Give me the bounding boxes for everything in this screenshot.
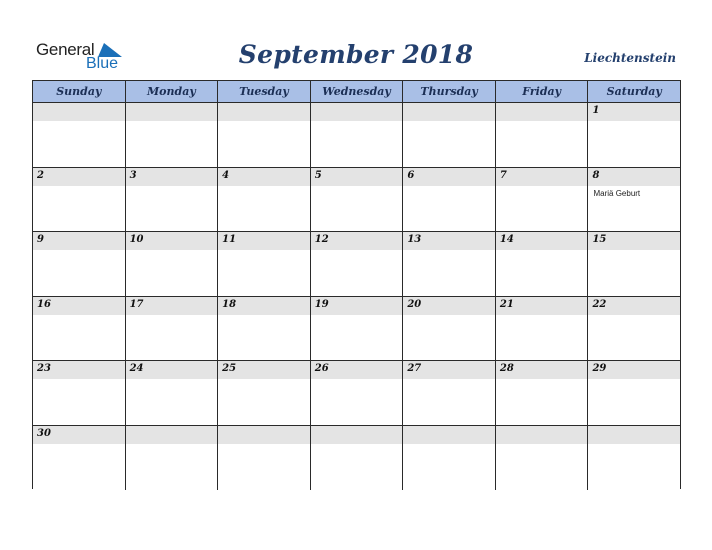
week-row bbox=[33, 426, 680, 491]
day-number-strip bbox=[218, 297, 310, 315]
day-cell[interactable] bbox=[311, 103, 404, 167]
country-label: Liechtenstein bbox=[584, 51, 676, 65]
day-number-strip bbox=[33, 168, 125, 186]
day-cell[interactable] bbox=[33, 103, 126, 167]
day-number-strip bbox=[33, 361, 125, 379]
day-number: 11 bbox=[222, 234, 237, 245]
day-number-strip bbox=[33, 297, 125, 315]
day-cell[interactable] bbox=[33, 168, 126, 232]
calendar-grid bbox=[32, 80, 681, 489]
weekday-saturday: Saturday bbox=[606, 85, 662, 98]
day-cell[interactable] bbox=[403, 297, 496, 361]
weekday-tuesday: Tuesday bbox=[218, 81, 311, 102]
day-number-strip bbox=[126, 361, 218, 379]
day-cell[interactable] bbox=[126, 297, 219, 361]
day-number-strip bbox=[403, 297, 495, 315]
day-number: 17 bbox=[129, 298, 144, 310]
day-number: 20 bbox=[407, 298, 422, 310]
day-number: 30 bbox=[37, 427, 51, 439]
day-number: 27 bbox=[407, 363, 422, 374]
day-number-strip bbox=[496, 426, 588, 444]
day-cell[interactable] bbox=[588, 103, 680, 167]
day-cell[interactable] bbox=[33, 232, 126, 296]
day-number-strip bbox=[588, 297, 680, 315]
week-row bbox=[33, 361, 680, 426]
day-number: 12 bbox=[314, 234, 329, 245]
day-number: 18 bbox=[222, 298, 237, 310]
day-cell[interactable] bbox=[126, 361, 219, 425]
day-cell[interactable] bbox=[33, 361, 126, 425]
day-number-strip bbox=[403, 232, 495, 250]
day-number-strip bbox=[218, 232, 310, 250]
day-number: 10 bbox=[129, 234, 144, 245]
weekday-monday: Monday bbox=[126, 81, 219, 102]
day-number-strip bbox=[403, 426, 495, 444]
day-number-strip bbox=[33, 103, 125, 121]
day-cell[interactable] bbox=[403, 168, 496, 232]
day-cell[interactable] bbox=[126, 426, 219, 491]
day-number: 6 bbox=[407, 169, 415, 181]
day-number-strip bbox=[126, 232, 218, 250]
weekday-friday: Friday bbox=[496, 81, 589, 102]
day-number-strip bbox=[403, 103, 495, 121]
day-cell[interactable] bbox=[588, 426, 680, 491]
day-number: 26 bbox=[314, 363, 329, 374]
day-number-strip bbox=[126, 297, 218, 315]
day-number-strip bbox=[588, 361, 680, 379]
day-number: 24 bbox=[129, 363, 144, 374]
holiday-label: Mariä Geburt bbox=[593, 188, 641, 198]
day-number-strip bbox=[496, 103, 588, 121]
day-number: 29 bbox=[592, 363, 607, 374]
day-cell[interactable] bbox=[496, 297, 589, 361]
day-number-strip bbox=[496, 168, 588, 186]
day-number: 28 bbox=[499, 363, 514, 374]
day-number-strip bbox=[588, 103, 680, 121]
day-number: 21 bbox=[499, 298, 514, 310]
page-title: September 2018 bbox=[238, 40, 474, 69]
day-cell[interactable] bbox=[33, 426, 126, 491]
day-number-strip bbox=[126, 168, 218, 186]
week-row bbox=[33, 103, 680, 168]
day-number-strip bbox=[311, 426, 403, 444]
week-row bbox=[33, 168, 680, 233]
day-number: 23 bbox=[37, 363, 51, 374]
logo-blue-text: Blue bbox=[86, 55, 119, 72]
day-cell[interactable] bbox=[403, 232, 496, 296]
day-number-strip bbox=[588, 232, 680, 250]
day-cell[interactable] bbox=[588, 168, 680, 232]
day-number-strip bbox=[218, 426, 310, 444]
day-number: 5 bbox=[314, 169, 322, 181]
day-cell[interactable] bbox=[218, 232, 311, 296]
day-cell[interactable] bbox=[311, 168, 404, 232]
day-number-strip bbox=[218, 361, 310, 379]
day-number-strip bbox=[496, 361, 588, 379]
day-number-strip bbox=[496, 297, 588, 315]
day-cell[interactable] bbox=[311, 426, 404, 491]
weekday-header bbox=[33, 81, 680, 103]
day-number: 19 bbox=[314, 298, 329, 310]
day-number: 1 bbox=[592, 105, 600, 116]
day-number-strip bbox=[218, 168, 310, 186]
day-number-strip bbox=[311, 232, 403, 250]
day-number-strip bbox=[588, 426, 680, 444]
day-cell[interactable] bbox=[126, 103, 219, 167]
weekday-wednesday: Wednesday bbox=[311, 81, 404, 102]
day-number: 8 bbox=[592, 169, 600, 181]
weeks-container bbox=[33, 103, 680, 490]
day-number: 2 bbox=[37, 169, 44, 181]
day-number-strip bbox=[403, 361, 495, 379]
day-number-strip bbox=[126, 103, 218, 121]
day-cell[interactable] bbox=[403, 361, 496, 425]
day-number-strip bbox=[33, 232, 125, 250]
day-number-strip bbox=[311, 103, 403, 121]
day-cell[interactable] bbox=[496, 103, 589, 167]
day-number: 9 bbox=[37, 234, 44, 245]
day-cell[interactable] bbox=[126, 232, 219, 296]
weekday-thursday: Thursday bbox=[403, 81, 496, 102]
day-number: 16 bbox=[37, 298, 51, 310]
day-cell[interactable] bbox=[496, 232, 589, 296]
day-cell[interactable] bbox=[311, 297, 404, 361]
day-cell[interactable] bbox=[126, 168, 219, 232]
day-cell[interactable] bbox=[496, 361, 589, 425]
day-cell[interactable] bbox=[588, 361, 680, 425]
day-cell[interactable] bbox=[311, 232, 404, 296]
day-number: 15 bbox=[592, 234, 607, 245]
day-number: 7 bbox=[499, 169, 507, 181]
day-cell[interactable] bbox=[403, 426, 496, 491]
day-number-strip bbox=[33, 426, 125, 444]
day-cell[interactable] bbox=[33, 297, 126, 361]
day-number-strip bbox=[403, 168, 495, 186]
day-number-strip bbox=[218, 103, 310, 121]
day-number-strip bbox=[311, 361, 403, 379]
day-number-strip bbox=[496, 232, 588, 250]
day-cell[interactable] bbox=[496, 426, 589, 491]
day-number-strip bbox=[311, 168, 403, 186]
weekday-sunday: Sunday bbox=[33, 81, 126, 102]
day-number: 14 bbox=[499, 234, 514, 245]
day-number-strip bbox=[311, 297, 403, 315]
day-number: 13 bbox=[407, 234, 422, 245]
day-number: 25 bbox=[222, 363, 237, 374]
day-cell[interactable] bbox=[218, 426, 311, 491]
week-row bbox=[33, 297, 680, 362]
day-number: 22 bbox=[592, 298, 607, 310]
day-cell[interactable] bbox=[218, 297, 311, 361]
day-cell[interactable] bbox=[496, 168, 589, 232]
day-number-strip bbox=[126, 426, 218, 444]
day-number: 4 bbox=[222, 169, 230, 181]
logo-general-text: General bbox=[36, 40, 95, 59]
day-cell[interactable] bbox=[218, 361, 311, 425]
day-cell[interactable] bbox=[218, 168, 311, 232]
day-cell[interactable] bbox=[588, 232, 680, 296]
week-row bbox=[33, 232, 680, 297]
day-number: 3 bbox=[129, 169, 137, 181]
day-number-strip bbox=[588, 168, 680, 186]
day-cell[interactable] bbox=[311, 361, 404, 425]
day-cell[interactable] bbox=[218, 103, 311, 167]
day-cell[interactable] bbox=[588, 297, 680, 361]
day-cell[interactable] bbox=[403, 103, 496, 167]
